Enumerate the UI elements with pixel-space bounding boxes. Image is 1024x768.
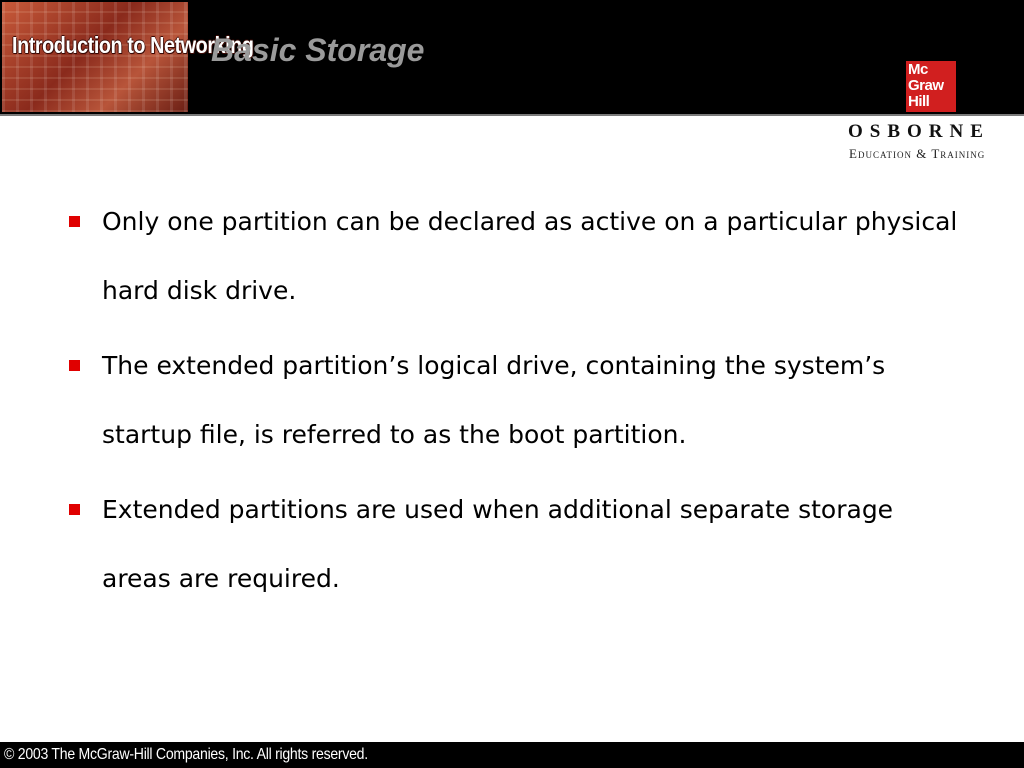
square-bullet-icon	[69, 216, 80, 227]
square-bullet-icon	[69, 360, 80, 371]
footer-bar	[0, 742, 1024, 768]
course-banner-image	[2, 2, 254, 112]
bullet-text: The extended partition’s logical drive, containing the system’s startup file, is referred to as the boot partition.	[102, 351, 886, 449]
osborne-logo	[848, 121, 1016, 163]
bullet-text: Extended partitions are used when additional separate storage areas are required.	[102, 495, 894, 593]
copyright-notice: © 2003 The McGraw-Hill Companies, Inc. All rights reserved.	[4, 746, 368, 763]
course-banner-text: Introduction to Networking	[12, 32, 254, 58]
mcgraw-hill-logo-text: Mc Graw Hill	[908, 61, 944, 110]
bullet-item	[64, 475, 964, 613]
slide-title: Basic Storage	[211, 32, 425, 68]
header-bar	[0, 0, 1024, 114]
bullet-list	[64, 187, 964, 619]
mcgraw-hill-logo	[906, 61, 956, 112]
bullet-text: Only one partition can be declared as active on a particular physical hard disk drive.	[102, 207, 958, 305]
osborne-tagline: Education & Training	[849, 146, 986, 161]
header-divider	[0, 114, 1024, 116]
bullet-item	[64, 187, 964, 325]
osborne-wordmark: OSBORNE	[848, 121, 990, 142]
square-bullet-icon	[69, 504, 80, 515]
bullet-item	[64, 331, 964, 469]
